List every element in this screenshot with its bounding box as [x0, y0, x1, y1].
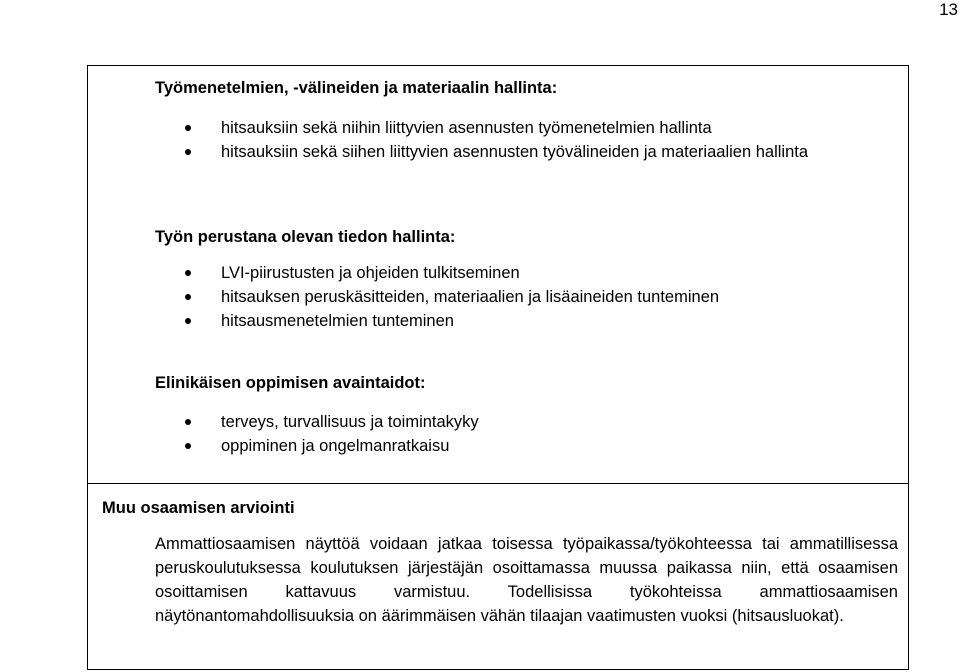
list-item — [155, 116, 821, 140]
section-lifelong-learning — [155, 373, 479, 458]
list-item-text: hitsausmenetelmien tunteminen — [221, 312, 454, 330]
bullet-list — [155, 410, 479, 458]
section-knowledge — [155, 227, 719, 333]
bullet-icon — [185, 419, 191, 425]
bullet-icon — [185, 318, 191, 324]
list-item — [155, 285, 719, 309]
list-item — [155, 434, 479, 458]
table-row-divider — [87, 483, 909, 484]
bullet-icon — [185, 149, 191, 155]
bullet-icon — [185, 125, 191, 131]
section-heading: Työmenetelmien, -välineiden ja materiaalin hallinta: — [155, 79, 558, 97]
list-item-text: terveys, turvallisuus ja toimintakyky — [221, 413, 479, 431]
bullet-list — [155, 116, 821, 164]
assessment-heading: Muu osaamisen arviointi — [102, 499, 295, 517]
list-item-text: oppiminen ja ongelmanratkaisu — [221, 437, 450, 455]
bullet-icon — [185, 294, 191, 300]
bullet-icon — [185, 443, 191, 449]
bullet-list — [155, 261, 719, 333]
list-item-text: LVI-piirustusten ja ohjeiden tulkitseminen — [221, 264, 520, 282]
bullet-icon — [185, 270, 191, 276]
list-item-text: hitsauksiin sekä siihen liittyvien asennusten työvälineiden ja materiaalien hallinta — [221, 143, 809, 161]
list-item — [155, 261, 719, 285]
list-item-text: hitsauksen peruskäsitteiden, materiaalien ja lisäaineiden tunteminen — [221, 288, 720, 306]
list-item — [155, 140, 821, 164]
section-work-methods — [155, 78, 821, 164]
page-number: 13 — [939, 0, 958, 19]
section-heading: Elinikäisen oppimisen avaintaidot: — [155, 374, 426, 392]
list-item — [155, 410, 479, 434]
list-item — [155, 309, 719, 333]
assessment-body: Ammattiosaamisen näyttöä voidaan jatkaa toisessa työpaikassa/työkohteessa tai ammatillisessa peruskoulutuksessa koulutuksen järjestäjän osoittamassa muussa paikassa niin, että osaamisen osoittamisen kattavuus varmistuu. Todellisissa työkohteissa ammattiosaamisen näytönantomahdollisuuksia on äärimmäisen vähän tilaajan vaatimusten vuoksi (hitsausluokat). — [155, 535, 898, 625]
list-item-text: hitsauksiin sekä niihin liittyvien asennusten työmenetelmien hallinta — [221, 119, 712, 137]
section-heading: Työn perustana olevan tiedon hallinta: — [155, 228, 456, 246]
